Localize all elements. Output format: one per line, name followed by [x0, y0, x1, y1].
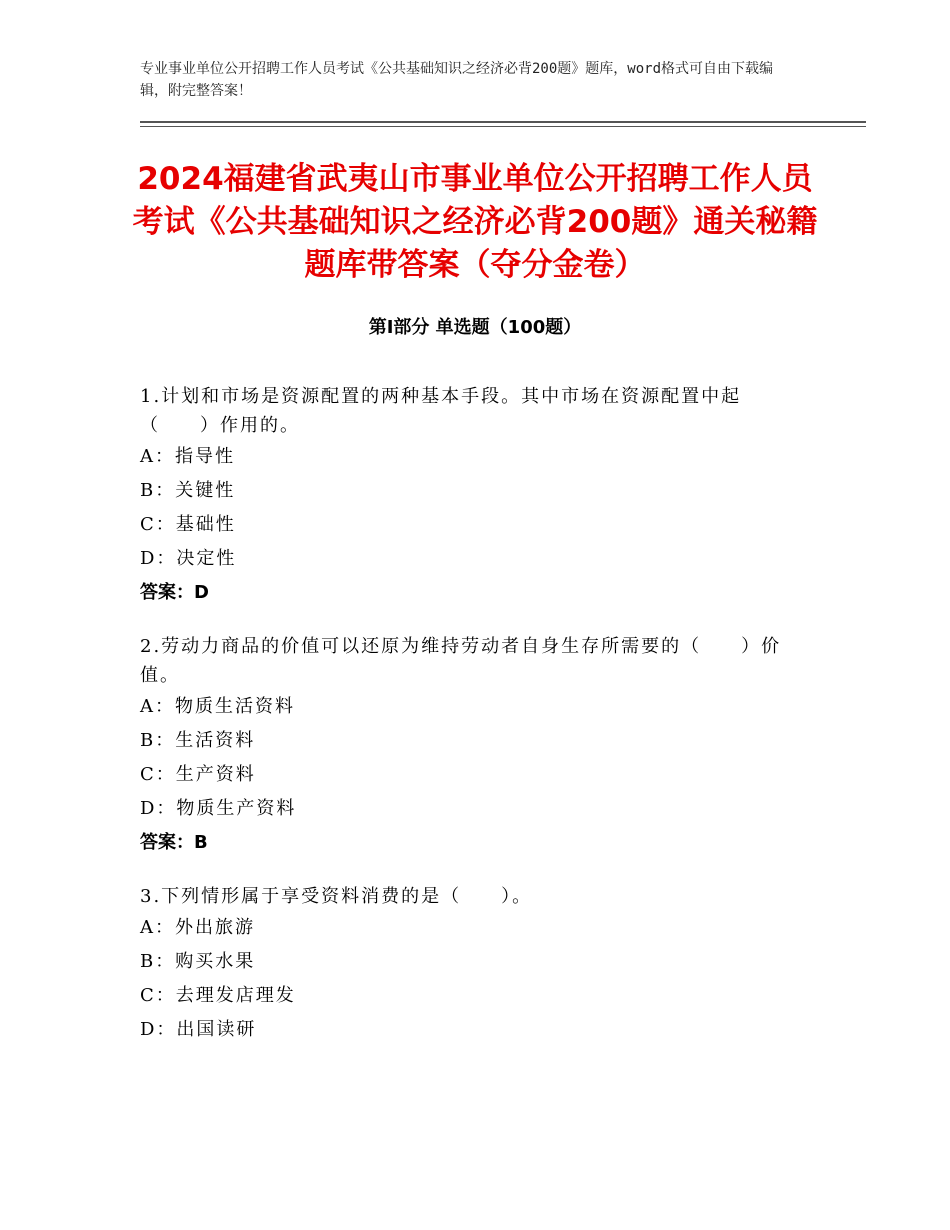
option-a: A：物质生活资料: [140, 696, 295, 717]
document-title: 2024福建省武夷山市事业单位公开招聘工作人员考试《公共基础知识之经济必背200题》通关秘籍题库带答案（夺分金卷）: [132, 161, 818, 283]
header-rule-thin: [140, 126, 866, 127]
option-c: C：去理发店理发: [140, 985, 296, 1006]
question-2: [140, 632, 800, 860]
question-1: [140, 382, 800, 610]
option-b: B：购买水果: [140, 951, 256, 972]
answer: 答案：B: [140, 832, 208, 853]
option-d: D：出国读研: [140, 1019, 257, 1040]
section-title: 第Ⅰ部分 单选题（100题）: [368, 317, 582, 338]
option-c: C：生产资料: [140, 764, 256, 785]
option-a: A：指导性: [140, 446, 235, 467]
question-stem: 2.劳动力商品的价值可以还原为维持劳动者自身生存所需要的（ ）价值。: [140, 636, 782, 686]
question-stem: 1.计划和市场是资源配置的两种基本手段。其中市场在资源配置中起（ ）作用的。: [140, 386, 742, 436]
header-rule-thick: [140, 121, 866, 123]
option-c: C：基础性: [140, 514, 236, 535]
option-b: B：生活资料: [140, 730, 256, 751]
question-stem: 3.下列情形属于享受资料消费的是（ ）。: [140, 886, 533, 907]
answer: 答案：D: [140, 582, 209, 603]
option-d: D：物质生产资料: [140, 798, 297, 819]
question-list: [140, 382, 800, 1069]
question-3: [140, 882, 800, 1047]
header-note: 专业事业单位公开招聘工作人员考试《公共基础知识之经济必背200题》题库，word格式可自由下载编辑，附完整答案！: [140, 61, 773, 99]
option-b: B：关键性: [140, 480, 236, 501]
option-d: D：决定性: [140, 548, 237, 569]
option-a: A：外出旅游: [140, 917, 255, 938]
